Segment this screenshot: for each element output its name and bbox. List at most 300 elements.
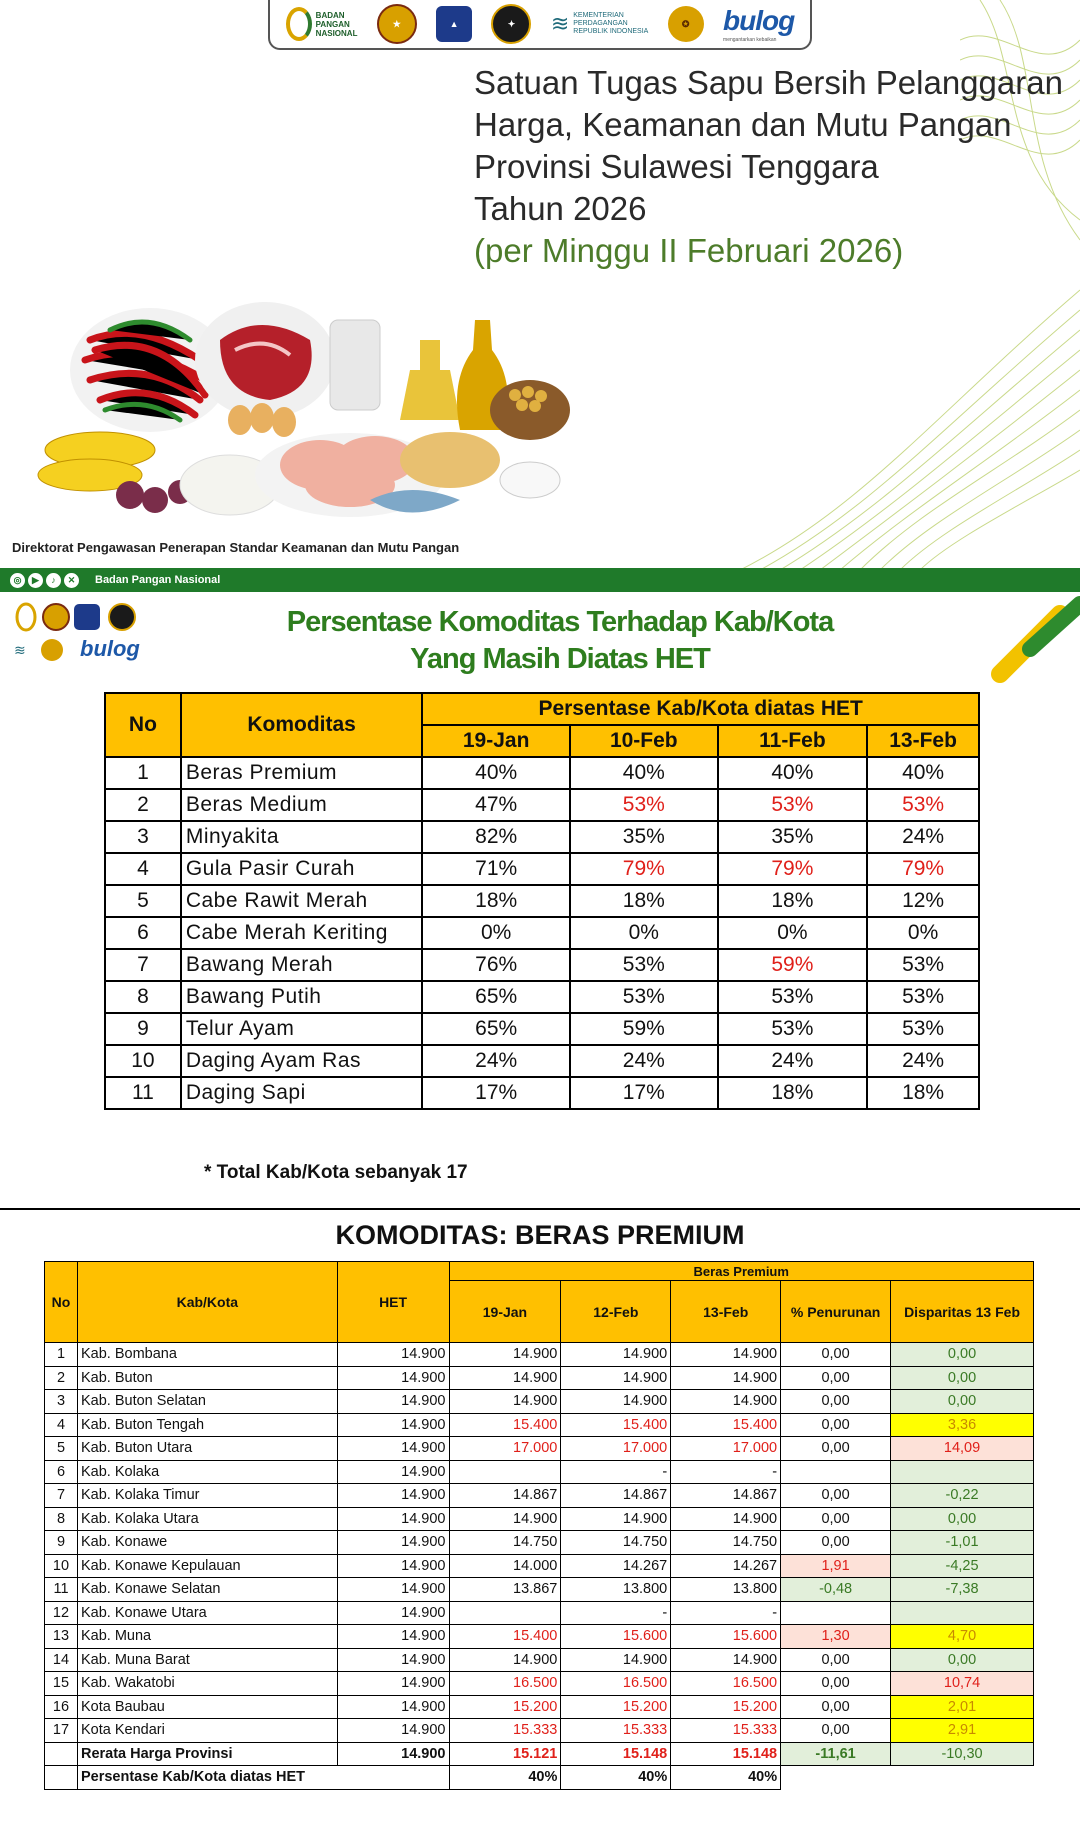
disparitas-value: 4,70: [891, 1625, 1034, 1649]
percentage-value: 17%: [422, 1077, 570, 1109]
row-number: 2: [45, 1366, 78, 1390]
kementan-emblem-icon: ★: [377, 4, 417, 44]
percentage-value: 17%: [570, 1077, 718, 1109]
price-value: 15.400: [449, 1625, 561, 1649]
het-value: 14.900: [337, 1390, 449, 1414]
slide-divider: [0, 1208, 1080, 1210]
price-value: 17.000: [449, 1437, 561, 1461]
average-row: [45, 1742, 1034, 1766]
disparitas-value: 0,00: [891, 1390, 1034, 1414]
cover-title-line: Harga, Keamanan dan Mutu Pangan: [474, 106, 1012, 143]
price-value: 14.900: [561, 1366, 671, 1390]
price-value: 14.000: [449, 1554, 561, 1578]
empty-cell: [781, 1766, 1034, 1790]
percentage-value: 53%: [867, 1013, 979, 1045]
food-commodities-illustration: [30, 300, 590, 530]
table-row: [45, 1648, 1034, 1672]
kab-name: Kab. Buton Tengah: [77, 1413, 337, 1437]
bpn-text-line: BADAN: [315, 10, 345, 20]
bpn-text-line: NASIONAL: [315, 28, 358, 38]
percentage-value: 0%: [570, 917, 718, 949]
average-price: 15.148: [671, 1742, 781, 1766]
row-number: 6: [105, 917, 181, 949]
kemendag-text-line: REPUBLIK INDONESIA: [573, 28, 649, 35]
price-value: 14.900: [671, 1366, 781, 1390]
penurunan-value: 0,00: [781, 1507, 891, 1531]
price-value: -: [671, 1601, 781, 1625]
social-icons: [10, 573, 79, 588]
row-number: 7: [105, 949, 181, 981]
price-value: 14.900: [671, 1343, 781, 1367]
percentage-value: 0%: [718, 917, 868, 949]
commodity-name: Cabe Rawit Merah: [181, 885, 423, 917]
table-row: [45, 1507, 1034, 1531]
price-value: 13.800: [561, 1578, 671, 1602]
percentage-value: 53%: [867, 789, 979, 821]
table-row: [105, 821, 979, 853]
police-emblem-icon: ✪: [668, 6, 704, 42]
percentage-value: 40%: [561, 1766, 671, 1790]
percentage-value: 53%: [718, 789, 868, 821]
row-number: 15: [45, 1672, 78, 1696]
col-header-date: 19-Jan: [422, 725, 570, 757]
price-value: 14.267: [671, 1554, 781, 1578]
footer-band: [0, 568, 1080, 592]
kab-name: Kab. Buton: [77, 1366, 337, 1390]
row-number: 4: [105, 853, 181, 885]
het-value: 14.900: [337, 1742, 449, 1766]
het-value: 14.900: [337, 1578, 449, 1602]
price-value: 14.900: [671, 1507, 781, 1531]
het-value: 14.900: [337, 1460, 449, 1484]
percentage-value: 40%: [718, 757, 868, 789]
het-value: 14.900: [337, 1343, 449, 1367]
penurunan-value: 0,00: [781, 1648, 891, 1672]
row-number: 8: [45, 1507, 78, 1531]
percentage-value: 12%: [867, 885, 979, 917]
disparitas-value: -0,22: [891, 1484, 1034, 1508]
partner-logo-bar: [268, 0, 812, 50]
kab-name: Kab. Kolaka Utara: [77, 1507, 337, 1531]
price-value: 14.750: [449, 1531, 561, 1555]
table-row: [105, 853, 979, 885]
average-disparitas: -10,30: [891, 1742, 1034, 1766]
price-value: [449, 1460, 561, 1484]
table-row: [45, 1484, 1034, 1508]
price-value: 14.900: [561, 1648, 671, 1672]
percentage-row: [45, 1766, 1034, 1790]
disparitas-value: 0,00: [891, 1507, 1034, 1531]
percentage-value: 24%: [718, 1045, 868, 1077]
row-number: 12: [45, 1601, 78, 1625]
col-header-sub: % Penurunan: [781, 1281, 891, 1343]
beras-premium-table: [44, 1261, 1034, 1790]
commodity-name: Daging Ayam Ras: [181, 1045, 423, 1077]
kab-name: Kab. Buton Selatan: [77, 1390, 337, 1414]
bulog-tagline: mengantarkan kebaikan: [723, 37, 777, 43]
penurunan-value: 0,00: [781, 1390, 891, 1414]
kab-name: Kab. Muna Barat: [77, 1648, 337, 1672]
het-value: 14.900: [337, 1719, 449, 1743]
table-row: [45, 1719, 1034, 1743]
percentage-value: 40%: [570, 757, 718, 789]
price-value: -: [561, 1601, 671, 1625]
table-row: [45, 1554, 1034, 1578]
col-header-sub: Disparitas 13 Feb: [891, 1281, 1034, 1343]
kemendag-wave-icon: ≋: [550, 11, 570, 36]
percentage-value: 24%: [867, 821, 979, 853]
percentage-value: 47%: [422, 789, 570, 821]
percentage-value: 24%: [422, 1045, 570, 1077]
penurunan-value: 0,00: [781, 1531, 891, 1555]
percentage-value: 40%: [449, 1766, 561, 1790]
het-value: 14.900: [337, 1601, 449, 1625]
row-number: 10: [45, 1554, 78, 1578]
footer-band-label: Badan Pangan Nasional: [95, 574, 221, 586]
price-value: 14.900: [561, 1507, 671, 1531]
row-number: 13: [45, 1625, 78, 1649]
row-number: 2: [105, 789, 181, 821]
empty-cell: [45, 1766, 78, 1790]
price-value: 16.500: [671, 1672, 781, 1696]
col-header-sub: 12-Feb: [561, 1281, 671, 1343]
beras-premium-body: [45, 1343, 1034, 1790]
col-header-kab: Kab/Kota: [77, 1262, 337, 1343]
percentage-value: 53%: [867, 949, 979, 981]
table-row: [45, 1390, 1034, 1414]
price-value: 15.400: [561, 1413, 671, 1437]
garuda-emblem-icon: ✦: [491, 4, 531, 44]
price-value: 16.500: [449, 1672, 561, 1696]
price-value: 14.900: [561, 1390, 671, 1414]
table-row: [105, 1045, 979, 1077]
commodity-name: Daging Sapi: [181, 1077, 423, 1109]
percentage-value: 53%: [570, 981, 718, 1013]
row-number: 4: [45, 1413, 78, 1437]
row-number: 3: [45, 1390, 78, 1414]
het-value: 14.900: [337, 1648, 449, 1672]
table-row: [105, 789, 979, 821]
row-number: 9: [45, 1531, 78, 1555]
table-row: [105, 917, 979, 949]
disparitas-value: 14,09: [891, 1437, 1034, 1461]
price-value: 14.900: [449, 1343, 561, 1367]
row-number: 5: [105, 885, 181, 917]
price-value: 14.867: [671, 1484, 781, 1508]
row-number: 10: [105, 1045, 181, 1077]
price-value: 16.500: [561, 1672, 671, 1696]
slide2-title-line: Persentase Komoditas Terhadap Kab/Kota: [286, 606, 834, 638]
commodity-name: Cabe Merah Keriting: [181, 917, 423, 949]
row-number: 16: [45, 1695, 78, 1719]
price-value: 14.900: [449, 1648, 561, 1672]
penurunan-value: 0,00: [781, 1719, 891, 1743]
tiktok-icon[interactable]: ♪: [46, 573, 61, 588]
price-value: 14.900: [561, 1343, 671, 1367]
percentage-value: 65%: [422, 981, 570, 1013]
svg-text:≋: ≋: [14, 643, 26, 659]
average-penurunan: -11,61: [781, 1742, 891, 1766]
kemendag-text-line: KEMENTERIAN: [573, 12, 624, 19]
row-number: 1: [45, 1343, 78, 1367]
bpn-text-line: PANGAN: [315, 19, 350, 29]
cover-title-line: Tahun 2026: [474, 190, 647, 227]
kemendag-logo: [551, 12, 649, 36]
price-value: 15.400: [449, 1413, 561, 1437]
price-value: 13.867: [449, 1578, 561, 1602]
percentage-value: 35%: [570, 821, 718, 853]
penurunan-value: 0,00: [781, 1343, 891, 1367]
kab-name: Kab. Konawe Kepulauan: [77, 1554, 337, 1578]
price-value: 15.333: [561, 1719, 671, 1743]
percentage-value: 24%: [867, 1045, 979, 1077]
kab-name: Kota Kendari: [77, 1719, 337, 1743]
penurunan-value: 0,00: [781, 1484, 891, 1508]
slide3-title: KOMODITAS: BERAS PREMIUM: [335, 1220, 745, 1250]
disparitas-value: [891, 1460, 1034, 1484]
percentage-value: 79%: [867, 853, 979, 885]
price-value: 14.867: [561, 1484, 671, 1508]
percentage-value: 18%: [422, 885, 570, 917]
table-row: [45, 1578, 1034, 1602]
row-number: 1: [105, 757, 181, 789]
het-value: 14.900: [337, 1366, 449, 1390]
row-number: 3: [105, 821, 181, 853]
penurunan-value: [781, 1460, 891, 1484]
price-value: 15.333: [671, 1719, 781, 1743]
table-row: [105, 885, 979, 917]
col-header-het: HET: [337, 1262, 449, 1343]
price-value: 14.750: [671, 1531, 781, 1555]
table-row: [45, 1413, 1034, 1437]
penurunan-value: 0,00: [781, 1672, 891, 1696]
cover-title-line: Satuan Tugas Sapu Bersih Pelanggaran: [474, 64, 1063, 101]
empty-cell: [45, 1742, 78, 1766]
table-row: [45, 1437, 1034, 1461]
col-header-group: Persentase Kab/Kota diatas HET: [422, 693, 979, 725]
slide2-title-line: Yang Masih Diatas HET: [410, 643, 710, 675]
col-header-no: No: [45, 1262, 78, 1343]
price-value: 17.000: [561, 1437, 671, 1461]
table-row: [45, 1366, 1034, 1390]
kab-name: Kab. Buton Utara: [77, 1437, 337, 1461]
het-value: 14.900: [337, 1413, 449, 1437]
kab-name: Kab. Konawe: [77, 1531, 337, 1555]
disparitas-value: -1,01: [891, 1531, 1034, 1555]
penurunan-value: 0,00: [781, 1437, 891, 1461]
instagram-icon[interactable]: ◎: [10, 573, 25, 588]
x-icon[interactable]: ✕: [64, 573, 79, 588]
het-value: 14.900: [337, 1695, 449, 1719]
cover-subtitle: (per Minggu II Februari 2026): [474, 232, 904, 269]
percentage-label: Persentase Kab/Kota diatas HET: [77, 1766, 449, 1790]
price-value: 14.900: [449, 1366, 561, 1390]
kab-name: Kab. Muna: [77, 1625, 337, 1649]
percentage-value: 0%: [867, 917, 979, 949]
disparitas-value: -4,25: [891, 1554, 1034, 1578]
price-value: 14.867: [449, 1484, 561, 1508]
col-header-date: 11-Feb: [718, 725, 868, 757]
het-value: 14.900: [337, 1437, 449, 1461]
table-row: [45, 1672, 1034, 1696]
percentage-value: 76%: [422, 949, 570, 981]
disparitas-value: 0,00: [891, 1366, 1034, 1390]
ministry-shield-icon: ▲: [436, 6, 472, 42]
commodity-name: Beras Medium: [181, 789, 423, 821]
penurunan-value: 1,91: [781, 1554, 891, 1578]
disparitas-value: 3,36: [891, 1413, 1034, 1437]
percentage-value: 79%: [570, 853, 718, 885]
percentage-value: 18%: [718, 885, 868, 917]
disparitas-value: [891, 1601, 1034, 1625]
penurunan-value: 1,30: [781, 1625, 891, 1649]
price-value: 15.200: [671, 1695, 781, 1719]
price-value: 14.900: [671, 1390, 781, 1414]
price-value: 14.900: [449, 1390, 561, 1414]
commodity-name: Beras Premium: [181, 757, 423, 789]
table-row: [45, 1531, 1034, 1555]
percentage-value: 82%: [422, 821, 570, 853]
row-number: 8: [105, 981, 181, 1013]
commodity-name: Telur Ayam: [181, 1013, 423, 1045]
percentage-value: 53%: [718, 981, 868, 1013]
row-number: 5: [45, 1437, 78, 1461]
table-row: [45, 1343, 1034, 1367]
row-number: 11: [105, 1077, 181, 1109]
table-row: [105, 1077, 979, 1109]
percentage-value: 0%: [422, 917, 570, 949]
cover-title-line: Provinsi Sulawesi Tenggara: [474, 148, 879, 185]
average-label: Rerata Harga Provinsi: [77, 1742, 337, 1766]
price-value: 17.000: [671, 1437, 781, 1461]
disparitas-value: 0,00: [891, 1648, 1034, 1672]
percentage-value: 40%: [671, 1766, 781, 1790]
kab-name: Kab. Konawe Selatan: [77, 1578, 337, 1602]
percentage-value: 59%: [570, 1013, 718, 1045]
table-row: [45, 1601, 1034, 1625]
disparitas-value: 10,74: [891, 1672, 1034, 1696]
price-value: 14.900: [671, 1648, 781, 1672]
decorative-swirl: [740, 250, 1080, 570]
percentage-value: 40%: [422, 757, 570, 789]
price-value: 14.267: [561, 1554, 671, 1578]
disparitas-value: 2,01: [891, 1695, 1034, 1719]
price-value: 14.900: [449, 1507, 561, 1531]
commodity-name: Gula Pasir Curah: [181, 853, 423, 885]
disparitas-value: 0,00: [891, 1343, 1034, 1367]
col-header-no: No: [105, 693, 181, 757]
percentage-value: 59%: [718, 949, 868, 981]
kab-name: Kab. Bombana: [77, 1343, 337, 1367]
percentage-value: 35%: [718, 821, 868, 853]
table-row: [105, 1013, 979, 1045]
het-value: 14.900: [337, 1672, 449, 1696]
price-value: [449, 1601, 561, 1625]
average-price: 15.121: [449, 1742, 561, 1766]
percentage-value: 53%: [570, 949, 718, 981]
directorate-label: Direktorat Pengawasan Penerapan Standar Keamanan dan Mutu Pangan: [12, 540, 460, 555]
col-header-group: Beras Premium: [449, 1262, 1034, 1281]
penurunan-value: 0,00: [781, 1413, 891, 1437]
het-value: 14.900: [337, 1554, 449, 1578]
het-value: 14.900: [337, 1531, 449, 1555]
col-header-date: 13-Feb: [867, 725, 979, 757]
penurunan-value: [781, 1601, 891, 1625]
price-value: 14.750: [561, 1531, 671, 1555]
price-value: 15.333: [449, 1719, 561, 1743]
price-value: 13.800: [671, 1578, 781, 1602]
penurunan-value: 0,00: [781, 1366, 891, 1390]
percentage-value: 40%: [867, 757, 979, 789]
price-value: 15.600: [671, 1625, 781, 1649]
slide2-title: [180, 604, 940, 678]
price-value: -: [561, 1460, 671, 1484]
percentage-table: [104, 692, 980, 1110]
het-value: 14.900: [337, 1484, 449, 1508]
price-value: 15.200: [449, 1695, 561, 1719]
slide2-bulog-logo: bulog: [80, 636, 140, 661]
row-number: 14: [45, 1648, 78, 1672]
percentage-value: 71%: [422, 853, 570, 885]
kemendag-text-line: PERDAGANGAN: [573, 20, 628, 27]
col-header-sub: 19-Jan: [449, 1281, 561, 1343]
percentage-value: 24%: [570, 1045, 718, 1077]
percentage-value: 65%: [422, 1013, 570, 1045]
corner-stripes-decoration: [990, 594, 1080, 684]
kab-name: Kab. Konawe Utara: [77, 1601, 337, 1625]
disparitas-value: 2,91: [891, 1719, 1034, 1743]
commodity-name: Bawang Merah: [181, 949, 423, 981]
average-price: 15.148: [561, 1742, 671, 1766]
percentage-value: 18%: [718, 1077, 868, 1109]
penurunan-value: -0,48: [781, 1578, 891, 1602]
table-row: [105, 949, 979, 981]
price-value: 15.600: [561, 1625, 671, 1649]
kab-name: Kab. Kolaka Timur: [77, 1484, 337, 1508]
youtube-icon[interactable]: ▶: [28, 573, 43, 588]
price-value: 15.200: [561, 1695, 671, 1719]
percentage-value: 18%: [867, 1077, 979, 1109]
row-number: 6: [45, 1460, 78, 1484]
bulog-logo: [723, 5, 794, 43]
kab-name: Kota Baubau: [77, 1695, 337, 1719]
percentage-value: 79%: [718, 853, 868, 885]
percentage-value: 53%: [867, 981, 979, 1013]
table-row: [45, 1695, 1034, 1719]
kab-name: Kab. Wakatobi: [77, 1672, 337, 1696]
percentage-value: 53%: [570, 789, 718, 821]
percentage-value: 53%: [718, 1013, 868, 1045]
het-value: 14.900: [337, 1625, 449, 1649]
commodity-name: Bawang Putih: [181, 981, 423, 1013]
row-number: 11: [45, 1578, 78, 1602]
bulog-wordmark: bulog: [723, 5, 795, 36]
price-value: 15.400: [671, 1413, 781, 1437]
col-header-date: 10-Feb: [570, 725, 718, 757]
row-number: 17: [45, 1719, 78, 1743]
penurunan-value: 0,00: [781, 1695, 891, 1719]
price-value: -: [671, 1460, 781, 1484]
total-note: * Total Kab/Kota sebanyak 17: [204, 1162, 468, 1183]
commodity-name: Minyakita: [181, 821, 423, 853]
table-row: [105, 981, 979, 1013]
table-row: [45, 1460, 1034, 1484]
percentage-value: 18%: [570, 885, 718, 917]
col-header-komoditas: Komoditas: [181, 693, 423, 757]
row-number: 9: [105, 1013, 181, 1045]
het-value: 14.900: [337, 1507, 449, 1531]
row-number: 7: [45, 1484, 78, 1508]
